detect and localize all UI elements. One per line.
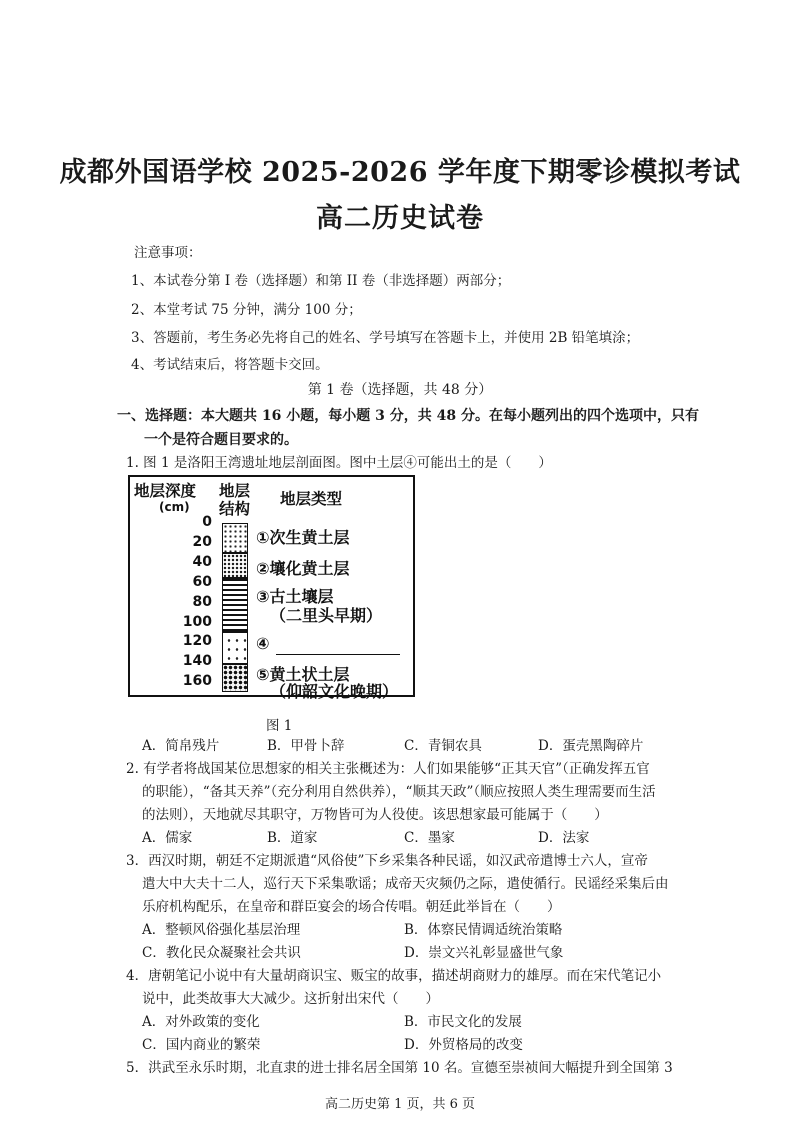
q1-option-d: D．蛋壳黑陶碎片 xyxy=(538,738,644,754)
depth-tick-0: 0 xyxy=(202,514,212,530)
exam-subtitle: 高二历史试卷 xyxy=(316,203,484,234)
q2-option-d: D．法家 xyxy=(538,830,590,846)
layer-4-block xyxy=(222,632,248,664)
q3-option-a: A．整顿风俗强化基层治理 xyxy=(142,922,301,938)
q2-option-c: C．墨家 xyxy=(404,830,455,846)
layer-3-note: （二里头早期） xyxy=(270,606,383,625)
question-3-line-1: 3．西汉时期，朝廷不定期派遣“风俗使”下乡采集各种民谣，如汉武帝遣博士六人，宣帝 xyxy=(126,853,648,869)
part-heading-line1: 一、选择题：本大题共 16 小题，每小题 3 分，共 48 分。在每小题列出的四个选项中，只有 xyxy=(117,408,699,424)
q3-option-d: D．崇文兴礼彰显盛世气象 xyxy=(404,945,564,961)
depth-tick-160: 160 xyxy=(182,673,212,690)
q4-option-c: C．国内商业的繁荣 xyxy=(142,1037,261,1053)
layer-5-note: （仰韶文化晚期） xyxy=(270,682,399,701)
figure-header-type: 地层类型 xyxy=(280,490,343,508)
figure-header-struct-2: 结构 xyxy=(219,500,251,518)
question-2-line-2: 的职能），“备其天养”（充分利用自然供养），“顺其天政”（顺应按照人类生理需要而生活 xyxy=(142,784,656,800)
note-item-2: 2、本堂考试 75 分钟，满分 100 分； xyxy=(131,302,362,318)
layer-3-block xyxy=(222,578,248,633)
note-item-3: 3、答题前，考生务必先将自己的姓名、学号填写在答题卡上，并使用 2B 铅笔填涂； xyxy=(131,330,640,346)
layer-1-block xyxy=(222,523,248,553)
page-footer: 高二历史第 1 页，共 6 页 xyxy=(324,1097,476,1112)
q1-option-b: B．甲骨卜辞 xyxy=(267,738,345,754)
figure-header-unit: (cm) xyxy=(159,500,190,514)
exam-title: 成都外国语学校 2025-2026 学年度下期零诊模拟考试 xyxy=(59,157,741,188)
q1-option-a: A．简帛残片 xyxy=(142,738,220,754)
q2-option-b: B．道家 xyxy=(267,830,318,846)
depth-tick-60: 60 xyxy=(192,573,212,590)
depth-tick-120: 120 xyxy=(182,633,212,650)
question-5-line-1: 5．洪武至永乐时期，北直隶的进士排名居全国第 10 名。宣德至崇祯间大幅提升到全国第 3 xyxy=(126,1060,673,1076)
layer-2-block xyxy=(222,553,248,578)
depth-tick-140: 140 xyxy=(182,653,212,670)
q1-option-c: C．青铜农具 xyxy=(404,738,482,754)
question-3-line-3: 乐府机构配乐，在皇帝和群臣宴会的场合传唱。朝廷此举旨在（ ） xyxy=(142,899,561,915)
question-4-line-2: 说中，此类故事大大减少。这折射出宋代（ ） xyxy=(142,991,439,1007)
layer-4-blank xyxy=(276,654,400,655)
q4-option-d: D．外贸格局的改变 xyxy=(404,1037,523,1053)
part-heading-line2: 一个是符合题目要求的。 xyxy=(144,432,298,448)
figure-caption: 图 1 xyxy=(266,718,293,734)
q4-option-b: B．市民文化的发展 xyxy=(404,1014,522,1030)
notes-heading: 注意事项： xyxy=(134,245,202,261)
section-title: 第 1 卷（选择题，共 48 分） xyxy=(307,382,493,398)
note-item-4: 4、考试结束后，将答题卡交回。 xyxy=(131,357,329,373)
question-1-stem: 1. 图 1 是洛阳王湾遗址地层剖面图。图中土层④可能出土的是（ ） xyxy=(126,455,552,471)
question-4-line-1: 4．唐朝笔记小说中有大量胡商识宝、贩宝的故事，描述胡商财力的雄厚。而在宋代笔记小 xyxy=(126,968,662,984)
question-2-line-3: 的法则），天地就尽其职守，万物皆可为人役使。该思想家最可能属于（ ） xyxy=(142,807,608,823)
figure-header-depth: 地层深度 xyxy=(134,482,197,500)
depth-tick-80: 80 xyxy=(192,593,212,610)
note-item-1: 1、本试卷分第 I 卷（选择题）和第 II 卷（非选择题）两部分； xyxy=(131,273,511,289)
stratigraphy-figure xyxy=(128,475,415,701)
figure-header-struct-1: 地层 xyxy=(219,482,251,500)
layer-5-label: ⑤黄土状土层 xyxy=(256,665,350,684)
q4-option-a: A．对外政策的变化 xyxy=(142,1014,260,1030)
depth-tick-40: 40 xyxy=(192,553,212,570)
layer-1-label: ①次生黄土层 xyxy=(256,528,350,547)
depth-tick-100: 100 xyxy=(182,613,212,630)
q2-option-a: A．儒家 xyxy=(142,830,193,846)
question-2-line-1: 2. 有学者将战国某位思想家的相关主张概述为：人们如果能够“正其天官”（正确发挥五官 xyxy=(126,761,650,777)
q3-option-c: C．教化民众凝聚社会共识 xyxy=(142,945,301,961)
layer-3-label: ③古土壤层 xyxy=(256,587,334,606)
question-3-line-2: 遣大中大夫十二人，巡行天下采集歌谣；成帝天灾频仍之际，遣使循行。民谣经采集后由 xyxy=(142,876,669,892)
layer-5-block xyxy=(222,664,248,692)
layer-2-label: ②壤化黄土层 xyxy=(256,559,350,578)
depth-tick-20: 20 xyxy=(192,533,212,550)
q3-option-b: B．体察民情调适统治策略 xyxy=(404,922,563,938)
layer-4-label: ④ xyxy=(256,634,270,653)
